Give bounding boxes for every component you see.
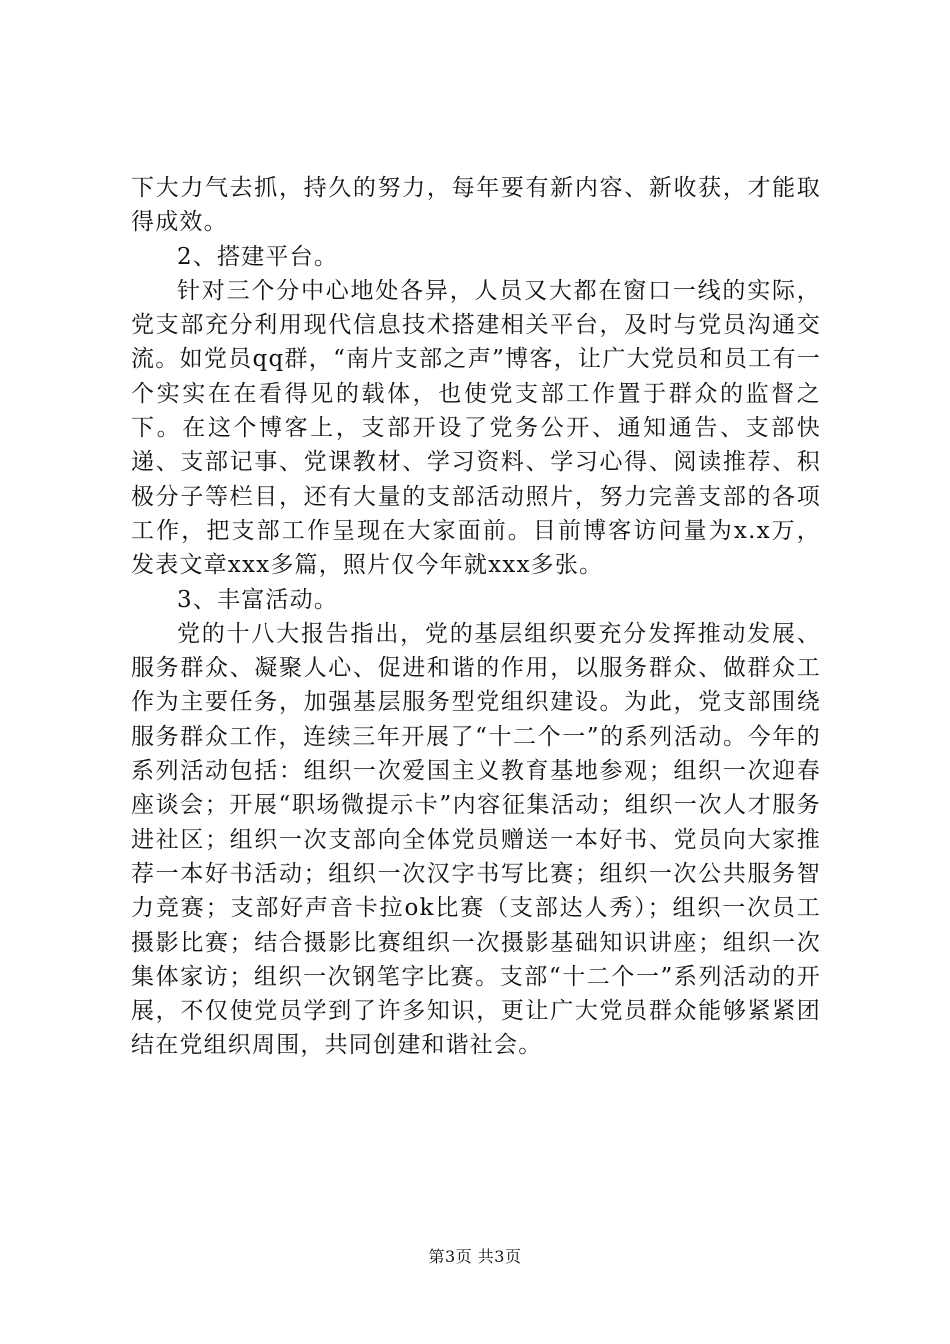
- document-body: [131, 171, 821, 1063]
- paragraph-activities: 党的十八大报告指出，党的基层组织要充分发挥推动发展、服务群众、凝聚人心、促进和谐的作用，以服务群众、做群众工作为主要任务，加强基层服务型党组织建设。为此，党支部围绕服务群众工作，连续三年开展了“十二个一”的系列活动。今年的系列活动包括：组织一次爱国主义教育基地参观；组织一次迎春座谈会；开展“职场微提示卡”内容征集活动；组织一次人才服务进社区；组织一次支部向全体党员赠送一本好书、党员向大家推荐一本好书活动；组织一次汉字书写比赛；组织一次公共服务智力竞赛；支部好声音卡拉ok比赛（支部达人秀）；组织一次员工摄影比赛；结合摄影比赛组织一次摄影基础知识讲座；组织一次集体家访；组织一次钢笔字比赛。支部“十二个一”系列活动的开展，不仅使党员学到了许多知识，更让广大党员群众能够紧紧团结在党组织周围，共同创建和谐社会。: [131, 620, 821, 1059]
- paragraph-platform: 针对三个分中心地处各异，人员又大都在窗口一线的实际，党支部充分利用现代信息技术搭建相关平台，及时与党员沟通交流。如党员qq群，“南片支部之声”博客，让广大党员和员工有一个实实在在看得见的载体，也使党支部工作置于群众的监督之下。在这个博客上，支部开设了党务公开、通知通告、支部快递、支部记事、党课教材、学习资料、学习心得、阅读推荐、积极分子等栏目，还有大量的支部活动照片，努力完善支部的各项工作，把支部工作呈现在大家面前。目前博客访问量为x.x万，发表文章xxx多篇，照片仅今年就xxx多张。: [131, 277, 821, 579]
- section-heading-build-platform: 2、搭建平台。: [177, 243, 339, 270]
- page-number-footer: 第3页 共3页: [428, 1247, 522, 1266]
- paragraph-continuation: 下大力气去抓，持久的努力，每年要有新内容、新收获，才能取得成效。: [131, 175, 821, 236]
- section-heading-enrich-activities: 3、丰富活动。: [177, 586, 339, 613]
